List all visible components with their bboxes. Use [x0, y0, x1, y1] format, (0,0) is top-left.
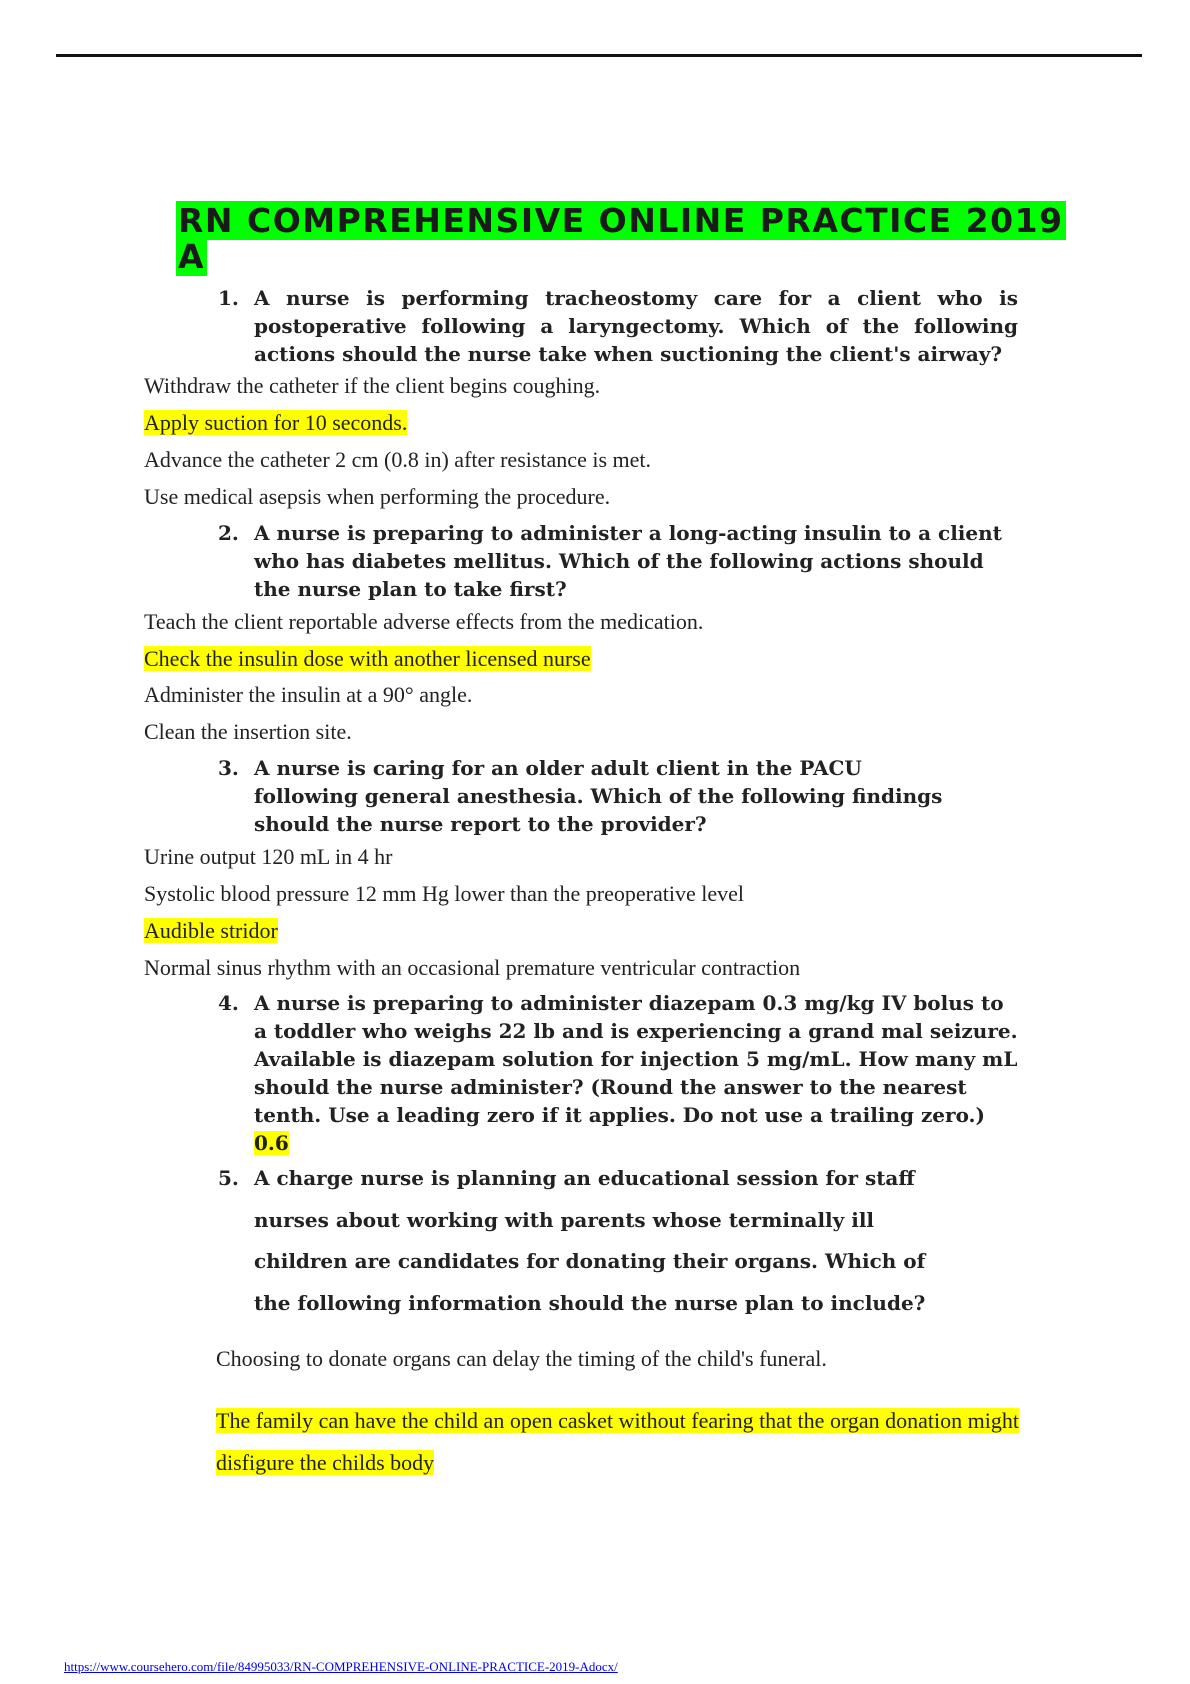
answer-option-correct: [144, 409, 407, 437]
highlighted-answer-text: The family can have the child an open casket without fearing that the organ donation might disfigure the childs body: [216, 1408, 1019, 1475]
question-text: A nurse is preparing to administer a long-acting insulin to a client who has diabetes mellitus. Which of the following actions should the nurse plan to take first?: [254, 521, 1002, 601]
top-horizontal-rule: [56, 54, 1142, 57]
answer-option-text: Choosing to donate organs can delay the timing of the child's funeral.: [216, 1346, 827, 1371]
question-text: A nurse is performing tracheostomy care for a client who is postoperative following a laryngectomy. Which of the following actions should the nurse take when suctioning the client's airway?: [254, 286, 1018, 366]
question-text: A nurse is caring for an older adult client in the PACU following general anesthesia. Which of the following findings should the nurse report to the provider?: [254, 756, 943, 836]
question-number: 4.: [218, 991, 239, 1015]
answer-option: [144, 954, 800, 982]
document-title-text: RN COMPREHENSIVE ONLINE PRACTICE 2019 A: [178, 201, 1064, 276]
question-number: 5.: [218, 1166, 239, 1190]
question-answer: 0.6: [254, 1131, 289, 1155]
answer-option-correct: [216, 1400, 1066, 1483]
answer-option: [144, 372, 600, 400]
question-5: [218, 1158, 1018, 1324]
answer-option: [144, 608, 703, 636]
question-body: A nurse is preparing to administer diazepam 0.3 mg/kg IV bolus to a toddler who weighs 22 lb and is experiencing a grand mal seizure. Available is diazepam solution for injection 5 mg/mL. How many mL should the nurse administer? (Round the answer to the nearest tenth. Use a leading zero if it applies. Do not use a trailing zero.): [254, 991, 1018, 1127]
question-number: 3.: [218, 756, 239, 780]
highlighted-answer-text: Apply suction for 10 seconds.: [144, 410, 408, 435]
question-text: A charge nurse is planning an educational session for staff nurses about working with parents whose terminally ill children are candidates for donating their organs. Which of the following information should the nurse plan to include?: [254, 1166, 926, 1315]
answer-option-correct: [144, 645, 591, 673]
answer-option-text: Withdraw the catheter if the client begins coughing.: [144, 373, 601, 398]
highlighted-answer-text: Audible stridor: [144, 918, 278, 943]
footer-source-link[interactable]: https://www.coursehero.com/file/84995033/RN-COMPREHENSIVE-ONLINE-PRACTICE-2019-Adocx/: [64, 1659, 618, 1674]
answer-option-text: Use medical asepsis when performing the procedure.: [144, 484, 611, 509]
question-text: [254, 989, 1018, 1157]
answer-option: [144, 843, 393, 871]
answer-option-text: Urine output 120 mL in 4 hr: [144, 844, 393, 869]
question-4: [218, 989, 1018, 1157]
question-2: [218, 519, 1018, 603]
answer-option-text: Systolic blood pressure 12 mm Hg lower than the preoperative level: [144, 881, 744, 906]
answer-option: [144, 483, 610, 511]
question-number: 1.: [218, 286, 239, 310]
answer-option: [144, 880, 744, 908]
question-3: [218, 754, 1018, 838]
highlighted-answer-text: Check the insulin dose with another licensed nurse: [144, 646, 591, 671]
answer-option-text: Clean the insertion site.: [144, 719, 352, 744]
answer-option-text: Teach the client reportable adverse effects from the medication.: [144, 609, 704, 634]
answer-option-correct: [144, 917, 278, 945]
answer-option-text: Advance the catheter 2 cm (0.8 in) after resistance is met.: [144, 447, 651, 472]
answer-option-text: Normal sinus rhythm with an occasional premature ventricular contraction: [144, 955, 801, 980]
answer-option: [144, 446, 651, 474]
question-1: [218, 284, 1018, 368]
answer-option-text: Administer the insulin at a 90° angle.: [144, 682, 473, 707]
answer-option: [144, 718, 352, 746]
answer-option: [216, 1338, 1066, 1380]
question-number: 2.: [218, 521, 239, 545]
answer-option: [144, 681, 472, 709]
document-title: [176, 203, 1076, 275]
